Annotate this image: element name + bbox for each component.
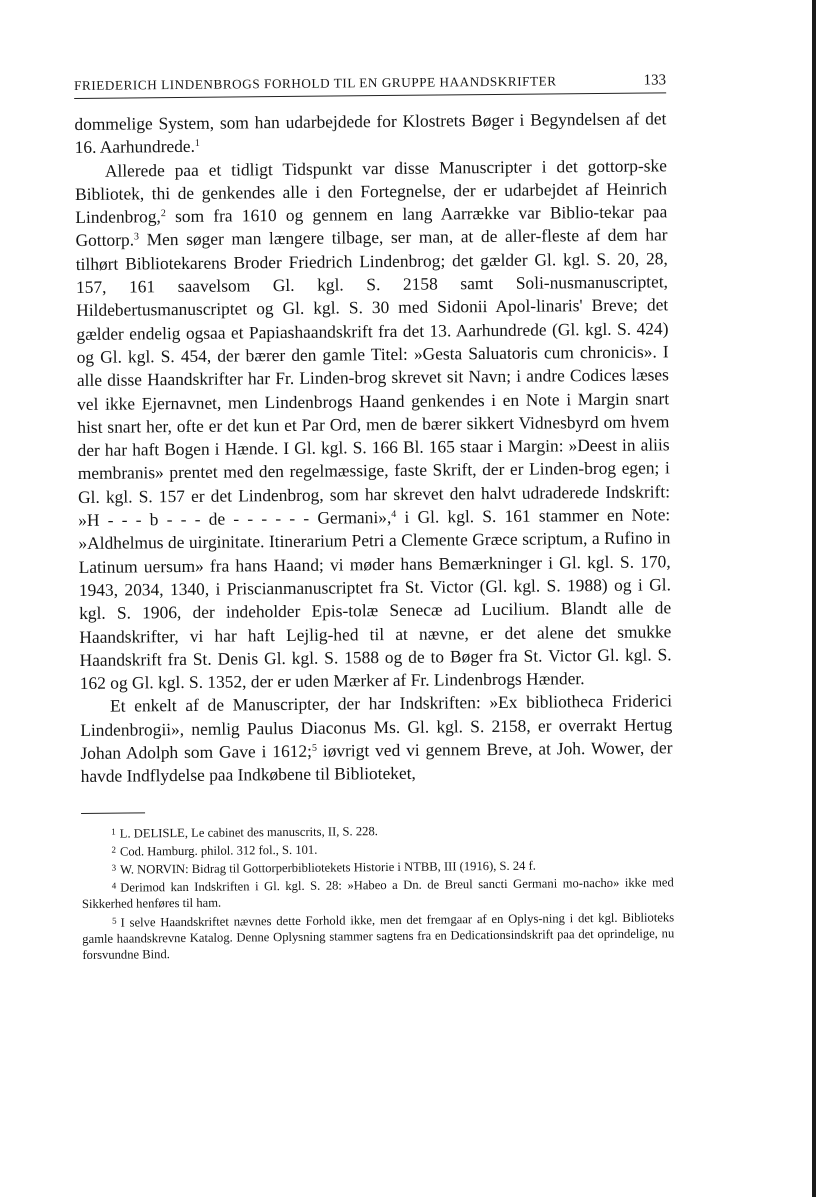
footnote-ref: 4 <box>391 508 397 521</box>
text-run: i Gl. kgl. S. 161 stammer en Note: »Aldhelmus de uirginitate. Itinerarium Petri a Clemente Græce scriptum, a Rufino in Latinum uersum» fra hans Haand; vi møder hans Bemærkninger i Gl. kgl. S. 170, 1943, 2034, 1340, i Priscianmanuscriptet fra St. Victor (Gl. kgl. S. 1988) og i Gl. kgl. S. 1906, der indeholder Epis-tolæ Senecæ ad Lucilium. Blandt alle de Haandskrifter, vi har haft Lejlig-hed til at nævne, er det alene det smukke Haandskrift fra St. Denis Gl. kgl. S. 1588 og de to Bøger fra St. Victor Gl. kgl. S. 162 og Gl. kgl. S. 1352, der er uden Mærker af Fr. Lindenbrogs Hænder. <box>78 504 672 694</box>
footnote-mark: 2 <box>111 844 116 855</box>
footnote-text: I selve Haandskriftet nævnes dette Forhold ikke, men det fremgaar af en Oplys-ning i det kgl. Biblioteks gamle haandskrevne Katalog. Denne Oplysning stammer sagtens fra en Dedicationsindskrift paa det oprindelige, nu forsvundne Bind. <box>82 909 675 962</box>
footnote-mark: 5 <box>112 915 117 926</box>
footnote-mark: 4 <box>111 880 117 891</box>
paragraph <box>80 690 673 789</box>
paragraph <box>75 154 672 695</box>
page-number: 133 <box>643 72 667 89</box>
footnote-mark: 1 <box>111 826 116 837</box>
running-head <box>74 72 666 99</box>
text-run: dommelige System, som han udarbejdede for Klostrets Bøger i Begyndelsen af det 16. Aarhundrede. <box>74 108 667 158</box>
text-run: Et enkelt af de Manuscripter, der har Indskriften: »Ex bibliotheca Friderici Lindenbrogii», nemlig Paulus Diaconus Ms. Gl. kgl. S. 2158, er overrakt Hertug Johan Adolph som Gave i 1612; <box>80 690 673 763</box>
footnote <box>82 907 674 963</box>
footnote-mark: 3 <box>111 862 117 873</box>
paragraph <box>74 107 666 159</box>
text-run: iøvrigt ved vi gennem Breve, at Joh. Wower, der havde Indflydelse paa Indkøbene til Biblioteket, <box>80 737 673 787</box>
footnote-rule <box>81 812 145 814</box>
scan-edge <box>812 0 816 1197</box>
body-text <box>74 107 672 788</box>
running-title: FRIEDERICH LINDENBROGS FORHOLD TIL EN GRUPPE HAANDSKRIFTER <box>74 73 557 93</box>
footnote-ref: 2 <box>160 208 166 220</box>
book-page <box>74 72 674 963</box>
text-run: Allerede paa et tidligt Tidspunkt var disse Manuscripter i det gottorp-ske Bibliotek, thi de genkendes alle i den Fortegnelse, der er udarbejdet af Heinrich Lindenbrog, <box>75 154 668 228</box>
text-run: som fra 1610 og gennem en lang Aarrække var Biblio-tekar paa Gottorp. <box>75 201 668 251</box>
footnote-text: Cod. Hamburg. philol. 312 fol., S. 101. <box>119 842 318 859</box>
footnote-ref: 1 <box>194 138 200 150</box>
footnote-text: Derimod kan Indskriften i Gl. kgl. S. 28: »Habeo a Dn. de Breul sancti Germani mo-nacho» ikke med Sikkerhed henføres til ham. <box>81 875 674 912</box>
footnote-text: L. DELISLE, Le cabinet des manuscrits, II, S. 228. <box>119 823 378 841</box>
footnotes <box>81 818 674 963</box>
footnote-ref: 5 <box>311 742 317 754</box>
footnote-ref: 3 <box>133 231 140 243</box>
footnote <box>82 872 674 912</box>
text-run: Men søger man længere tilbage, ser man, at de aller-fleste af dem har tilhørt Bibliotekarens Broder Friedrich Lindenbrog; det gælder Gl. kgl. S. 20, 28, 157, 161 saavelsom Gl. kgl. S. 2158 samt Soli-nusmanuscriptet, Hildebertusmanuscriptet og Gl. kgl. S. 30 med Sidonii Apol-linaris' Breve; det gælder endelig ogsaa et Papiashaandskrift fra det 13. Aarhundrede (Gl. kgl. S. 424) og Gl. kgl. S. 454, der bærer den gamle Titel: »Gesta Saluatoris cum chronicis». I alle disse Haandskrifter har Fr. Linden-brog skrevet sit Navn; i andre Codices læses vel ikke Ejernavnet, men Lindenbrogs Haand genkendes i en Note i Margin snart hist snart her, ofte er det kun et Par Ord, men de bærer sikkert Vidnesbyrd om hvem der har haft Bogen i Hænde. I Gl. kgl. S. 166 Bl. 165 staar i Margin: »Deest in aliis membranis» prentet med den regelmæssige, faste Skrift, der er Linden-brog egen; i Gl. kgl. S. 157 er det Lindenbrog, som har skrevet den halvt udraderede Indskrift: »H - - - b - - - de - - - - - - Germani», <box>75 224 671 531</box>
footnote-text: W. NORVIN: Bidrag til Gottorperbibliotekets Historie i NTBB, III (1916), S. 24 f. <box>120 858 536 877</box>
